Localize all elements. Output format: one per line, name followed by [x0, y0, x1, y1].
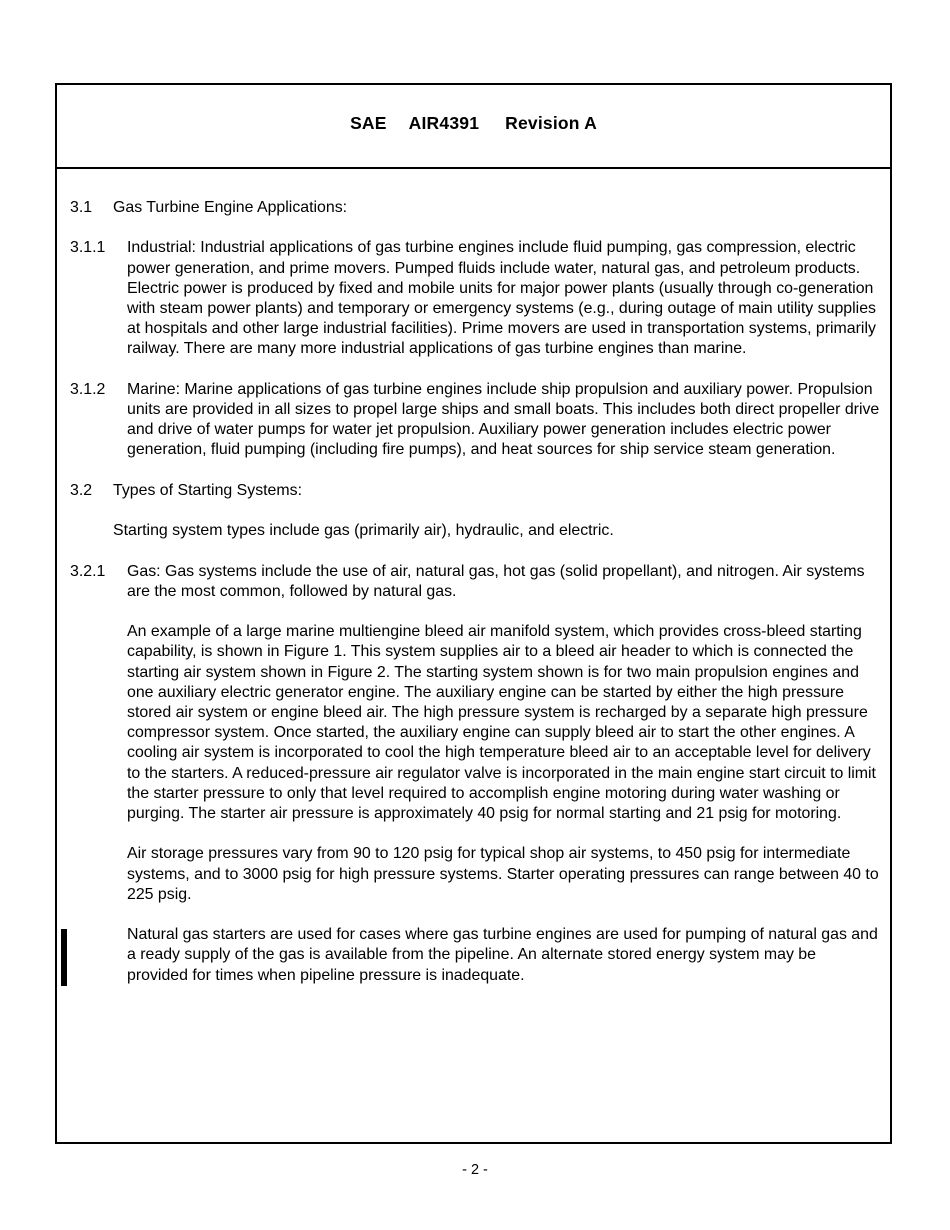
section-number: 3.1.1	[70, 239, 106, 257]
section-3-1-1	[70, 238, 880, 359]
section-paragraph: Natural gas starters are used for cases where gas turbine engines are used for pumping of natural gas and a ready supply of the gas is available from the pipeline. An alternate stored energy system may be provided for times when pipeline pressure is inadequate.	[127, 926, 878, 984]
document-body	[70, 198, 880, 1006]
section-paragraph: An example of a large marine multiengine bleed air manifold system, which provides cross-bleed starting capability, is shown in Figure 1. This system supplies air to a bleed air header to which is connected the starting air system shown in Figure 2. The starting system shown is for two main propulsion engines and one auxiliary electric generator engine. The auxiliary engine can be started by either the high pressure stored air system or engine bleed air. The high pressure system is recharged by a separate high pressure compressor system. Once started, the auxiliary engine can supply bleed air to start the other engines. A cooling air system is incorporated to cool the high temperature bleed air to an acceptable level for delivery to the starters. A reduced-pressure air regulator valve is incorporated in the main engine start circuit to limit the starter pressure to only that level required to accomplish engine motoring during water washing or purging. The starter air pressure is approximately 40 psig for normal starting and 21 psig for motoring.	[127, 623, 876, 822]
section-paragraph: Air storage pressures vary from 90 to 120 psig for typical shop air systems, to 450 psig for intermediate systems, and to 3000 psig for high pressure systems. Starter operating pressures can range between 40 to 225 psig.	[127, 845, 879, 903]
section-paragraph: Marine: Marine applications of gas turbine engines include ship propulsion and auxiliary power. Propulsion units are provided in all sizes to propel large ships and small boats. This includes both direct propeller drive and drive of water pumps for water jet propulsion. Auxiliary power generation includes electric power generation, fluid pumping (including fire pumps), and heat sources for ship service steam generation.	[127, 380, 880, 459]
section-paragraph: Starting system types include gas (primarily air), hydraulic, and electric.	[113, 522, 614, 540]
section-paragraph: Industrial: Industrial applications of gas turbine engines include fluid pumping, gas compression, electric power generation, and prime movers. Pumped fluids include water, natural gas, and petroleum products. Electric power is produced by fixed and mobile units for major power plants (usually through co-generation with steam power plants) and temporary or emergency systems (e.g., during outage of main utility supplies at hospitals and other large industrial facilities). Prime movers are used in transportation systems, primarily railway. There are many more industrial applications of gas turbine engines than marine.	[127, 239, 876, 358]
section-number: 3.1	[70, 199, 93, 216]
section-3-1-2	[70, 380, 880, 461]
section-3-1	[70, 198, 880, 218]
revision-change-bar	[61, 929, 67, 986]
section-number: 3.1.2	[70, 380, 106, 398]
section-paragraph: Gas: Gas systems include the use of air, natural gas, hot gas (solid propellant), and nitrogen. Air systems are the most common, followed by natural gas.	[127, 562, 865, 600]
section-3-2-intro	[70, 521, 880, 541]
section-3-2-1-para-3	[70, 844, 880, 905]
page-frame	[55, 83, 892, 1144]
section-number: 3.2	[70, 481, 93, 499]
section-3-2-1	[70, 562, 880, 602]
section-3-2-1-para-2	[70, 622, 880, 824]
section-3-2-1-para-4	[70, 925, 880, 986]
section-title: Gas Turbine Engine Applications:	[113, 199, 348, 216]
document-header	[57, 85, 890, 169]
header-org: SAE	[350, 113, 387, 133]
section-3-2	[70, 481, 880, 501]
section-title: Types of Starting Systems:	[113, 481, 302, 499]
header-revision: Revision A	[505, 113, 597, 133]
section-number: 3.2.1	[70, 562, 106, 580]
page-number: - 2 -	[462, 1162, 488, 1178]
header-doc-number: AIR4391	[408, 113, 480, 133]
document-title	[57, 113, 890, 134]
